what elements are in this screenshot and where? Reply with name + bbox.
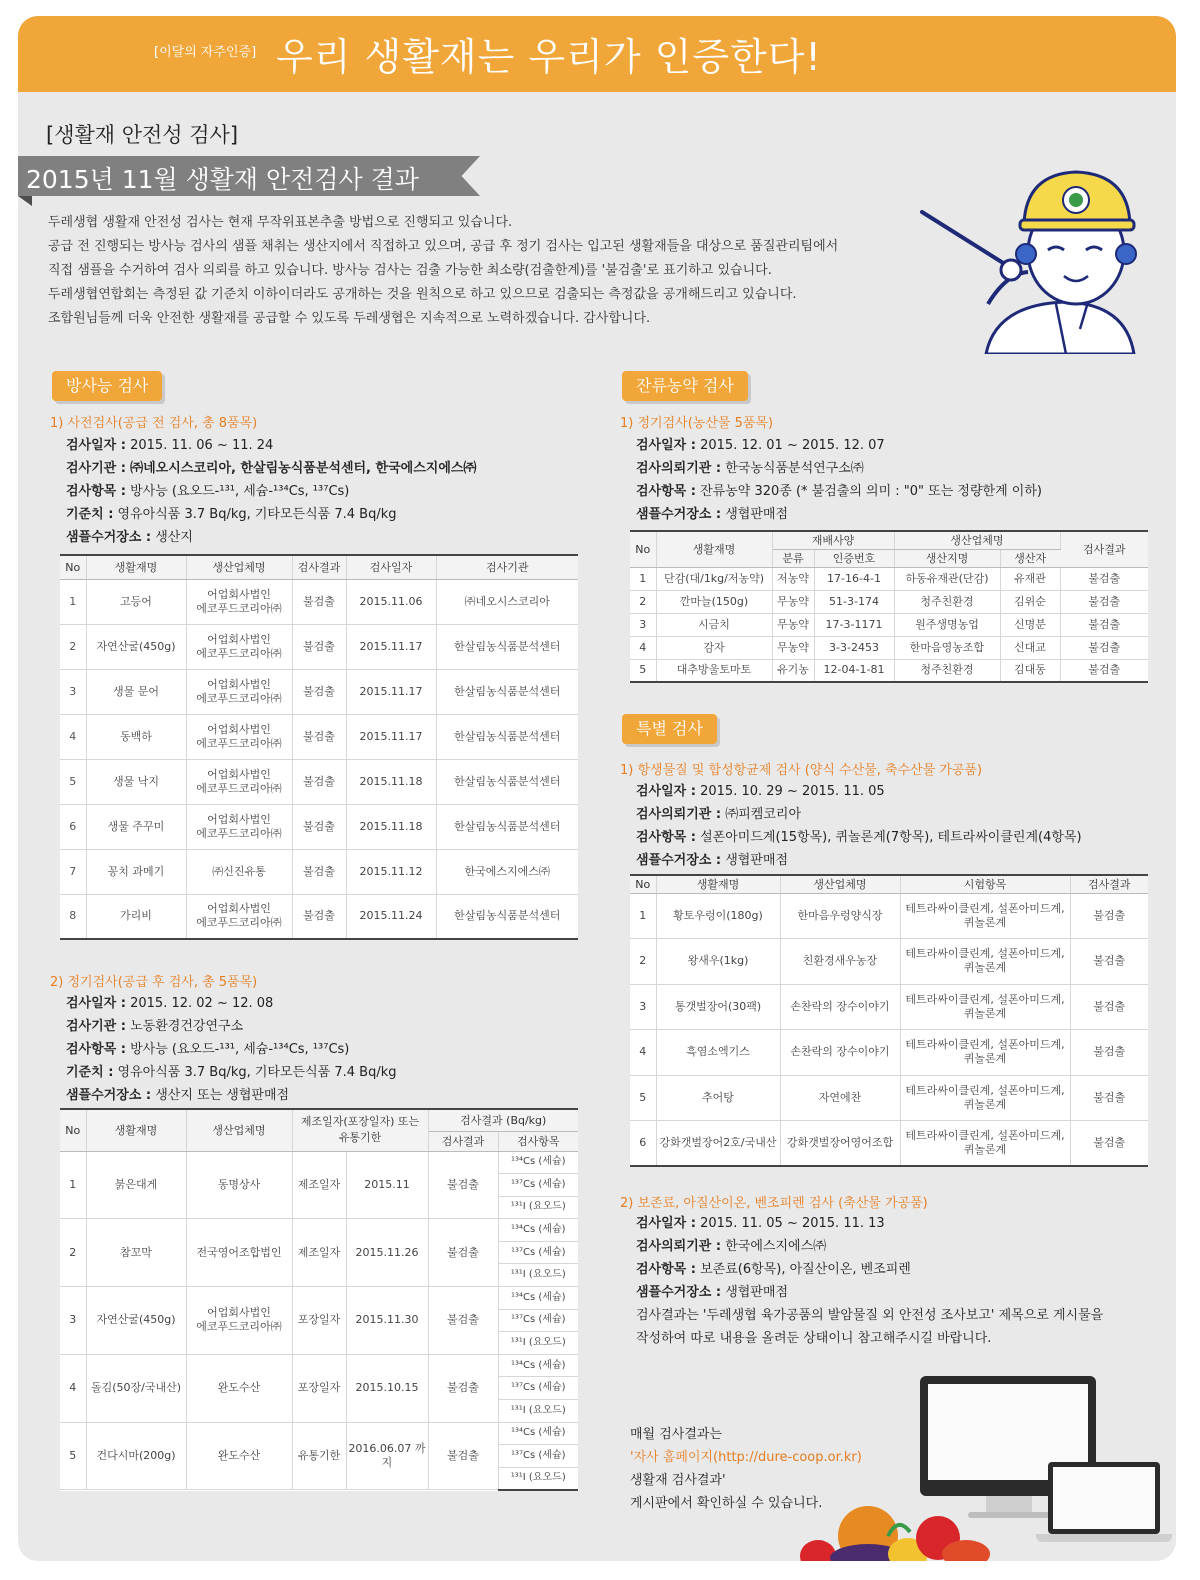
info-label: 샘플수거장소 : — [636, 507, 722, 522]
homepage-link[interactable]: '자사 홈페이지(http://dure-coop.or.kr) — [630, 1450, 862, 1465]
table-cell: 무농약 — [772, 636, 814, 659]
table-cell: 불검출 — [1060, 659, 1148, 682]
table-cell: 한살림농식품분석센터 — [436, 759, 578, 804]
table-row — [60, 1287, 578, 1310]
table-cell: 무농약 — [772, 590, 814, 613]
table-cell: 포장일자 — [292, 1354, 346, 1422]
table-cell: 흑염소엑기스 — [656, 1030, 780, 1076]
table-cell: 한마음영농조합 — [894, 636, 1000, 659]
info-value: 방사능 (요오드-¹³¹, 세슘-¹³⁴Cs, ¹³⁷Cs) — [130, 484, 350, 499]
table-cell: 손찬락의 장수이야기 — [780, 1030, 900, 1076]
table-cell: 생물 낙지 — [86, 759, 186, 804]
table-cell: 어업회사법인 에코푸드코리아㈜ — [186, 1287, 292, 1355]
table-cell: 강화갯벌장어2호/국내산 — [656, 1121, 780, 1167]
table-cell: 감자 — [656, 636, 772, 659]
info-value: 보존료(6항목), 아질산이온, 벤조피렌 — [700, 1262, 911, 1277]
info-label: 샘플수거장소 : — [636, 1285, 722, 1300]
table-cell: 어업회사법인 에코푸드코리아㈜ — [186, 804, 292, 849]
info-value: 생산지 또는 생협판매점 — [155, 1088, 290, 1103]
test-item-cell: ¹³⁷Cs (세슘) — [498, 1445, 578, 1468]
pesticide-info — [636, 434, 1042, 526]
table-cell: 대추방울토마토 — [656, 659, 772, 682]
radiation-regular-heading: 2) 정기검사(공급 후 검사, 총 5품목) — [50, 975, 258, 990]
table-cell: 자연산굴(450g) — [86, 624, 186, 669]
section-label: [생활재 안전성 검사] — [46, 123, 239, 147]
column-header: 생산업체명 — [894, 531, 1060, 549]
table-cell: 한마음우렁양식장 — [780, 893, 900, 939]
info-value: 2015. 11. 06 ~ 11. 24 — [130, 438, 274, 453]
header-title: 우리 생활재는 우리가 인증한다! — [276, 35, 822, 79]
column-header: 생활재명 — [86, 555, 186, 579]
table-cell: 불검출 — [292, 624, 346, 669]
column-header: 시험항목 — [900, 875, 1070, 893]
table-row — [630, 659, 1148, 682]
table-cell: 자연산굴(450g) — [86, 1287, 186, 1355]
column-header: 생산지명 — [894, 549, 1000, 567]
table-cell: 참꼬막 — [86, 1219, 186, 1287]
homepage-note-line: 매월 검사결과는 — [630, 1427, 723, 1442]
table-cell: 5 — [630, 659, 656, 682]
table-cell: 청주친환경 — [894, 659, 1000, 682]
radiation-regular-info — [66, 992, 397, 1107]
table-cell: 한살림농식품분석센터 — [436, 894, 578, 939]
column-header: 생활재명 — [656, 875, 780, 893]
info-label: 검사항목 : — [636, 484, 696, 499]
table-cell: ㈜신진유통 — [186, 849, 292, 894]
test-item-cell: 테트라싸이클린계, 설폰아미드계, 퀴놀론계 — [900, 1030, 1070, 1076]
table-cell: 불검출 — [1070, 1121, 1148, 1167]
table-cell: 2015.11.30 — [346, 1287, 428, 1355]
test-item-cell: ¹³¹I (요오드) — [498, 1332, 578, 1355]
column-header: 검사항목 — [498, 1131, 578, 1151]
column-header: No — [630, 875, 656, 893]
radiation-pre-heading: 1) 사전검사(공급 전 검사, 총 8품목) — [50, 416, 258, 431]
table-cell: 불검출 — [292, 714, 346, 759]
intro-line: 두레생협연합회는 측정된 값 기준치 이하이더라도 공개하는 것을 원칙으로 하고 있으므로 검출되는 측정값을 공개해드리고 있습니다. — [48, 287, 797, 302]
table-cell: 12-04-1-81 — [814, 659, 894, 682]
table-cell: 어업회사법인 에코푸드코리아㈜ — [186, 669, 292, 714]
test-item-cell: ¹³⁴Cs (세슘) — [498, 1422, 578, 1445]
table-cell: 하동유재관(단감) — [894, 567, 1000, 590]
table-cell: 2 — [630, 590, 656, 613]
table-cell: 2 — [630, 939, 656, 985]
laptop-base — [1036, 1534, 1172, 1542]
info-label: 검사의뢰기관 : — [636, 807, 722, 822]
table-row — [630, 893, 1148, 939]
column-header: 제조일자(포장일자) 또는 유통기한 — [292, 1109, 428, 1151]
table-cell: 4 — [630, 1030, 656, 1076]
info-label: 샘플수거장소 : — [66, 530, 152, 545]
special-pill: 특별 검사 — [622, 714, 717, 744]
table-cell: 17-16-4-1 — [814, 567, 894, 590]
info-label: 검사항목 : — [66, 484, 126, 499]
table-cell: 무농약 — [772, 613, 814, 636]
test-item-cell: ¹³¹I (요오드) — [498, 1264, 578, 1287]
table-cell: 유통기한 — [292, 1422, 346, 1490]
table-cell: 3-3-2453 — [814, 636, 894, 659]
table-cell: 동백하 — [86, 714, 186, 759]
table-cell: 불검출 — [1060, 636, 1148, 659]
table-cell: 2 — [60, 624, 86, 669]
table-cell: 손찬락의 장수이야기 — [780, 984, 900, 1030]
intro-text — [48, 211, 968, 331]
test-item-cell: 테트라싸이클린계, 설폰아미드계, 퀴놀론계 — [900, 1075, 1070, 1121]
table-cell: 3 — [630, 984, 656, 1030]
table-cell: 3 — [630, 613, 656, 636]
table-row — [60, 894, 578, 939]
test-item-cell: 테트라싸이클린계, 설폰아미드계, 퀴놀론계 — [900, 984, 1070, 1030]
table-cell: 불검출 — [1070, 939, 1148, 985]
intro-line: 공급 전 진행되는 방사능 검사의 샘플 채취는 생산지에서 직접하고 있으며, 공급 후 정기 검사는 입고된 생활재들을 대상으로 품질관리팀에서 — [48, 239, 839, 254]
radiation-pill: 방사능 검사 — [52, 371, 162, 401]
table-cell: 불검출 — [428, 1219, 498, 1287]
info-value: 잔류농약 320종 (* 불검출의 의미 : "0" 또는 정량한계 이하) — [700, 484, 1042, 499]
info-label: 검사항목 : — [636, 1262, 696, 1277]
table-row — [60, 804, 578, 849]
table-cell: 제조일자 — [292, 1151, 346, 1219]
info-value: 2015. 12. 01 ~ 2015. 12. 07 — [700, 438, 885, 453]
test-item-cell: ¹³⁴Cs (세슘) — [498, 1151, 578, 1174]
table-cell: 1 — [630, 893, 656, 939]
mascot-illustration — [916, 154, 1156, 354]
table-cell: ㈜네오시스코리아 — [436, 579, 578, 624]
info-value: 2015. 12. 02 ~ 12. 08 — [130, 996, 274, 1011]
column-header: No — [60, 555, 86, 579]
table-row — [630, 1121, 1148, 1167]
table-cell: 불검출 — [292, 669, 346, 714]
table-cell: 4 — [60, 1354, 86, 1422]
table-cell: 3 — [60, 669, 86, 714]
table-cell: 생물 문어 — [86, 669, 186, 714]
table-cell: 불검출 — [1060, 590, 1148, 613]
table-row — [60, 759, 578, 804]
antibiotic-info — [636, 780, 1082, 872]
table-cell: 생물 주꾸미 — [86, 804, 186, 849]
table-cell: 3 — [60, 1287, 86, 1355]
table-cell: 깐마늘(150g) — [656, 590, 772, 613]
table-cell: 5 — [60, 1422, 86, 1490]
table-cell: 제조일자 — [292, 1219, 346, 1287]
table-cell: 불검출 — [1060, 613, 1148, 636]
table-cell: 한살림농식품분석센터 — [436, 804, 578, 849]
column-header: 검사결과 — [428, 1131, 498, 1151]
table-cell: 5 — [630, 1075, 656, 1121]
table-cell: 강화갯벌장어영어조합 — [780, 1121, 900, 1167]
table-cell: 가리비 — [86, 894, 186, 939]
info-label: 검사기관 : — [66, 461, 126, 476]
table-row — [60, 1151, 578, 1174]
info-label: 검사항목 : — [636, 830, 696, 845]
table-cell: 추어탕 — [656, 1075, 780, 1121]
table-cell: 불검출 — [428, 1422, 498, 1490]
test-item-cell: 테트라싸이클린계, 설폰아미드계, 퀴놀론계 — [900, 893, 1070, 939]
info-value: 2015. 10. 29 ~ 2015. 11. 05 — [700, 784, 885, 799]
radiation-regular-table — [60, 1108, 578, 1491]
table-cell: 17-3-1171 — [814, 613, 894, 636]
table-cell: 김위순 — [1000, 590, 1060, 613]
table-cell: 한국에스지에스㈜ — [436, 849, 578, 894]
table-row — [60, 714, 578, 759]
test-item-cell: 테트라싸이클린계, 설폰아미드계, 퀴놀론계 — [900, 939, 1070, 985]
column-header: No — [630, 531, 656, 567]
table-cell: 청주친환경 — [894, 590, 1000, 613]
table-cell: 시금치 — [656, 613, 772, 636]
test-item-cell: ¹³⁷Cs (세슘) — [498, 1309, 578, 1332]
table-cell: 어업회사법인 에코푸드코리아㈜ — [186, 714, 292, 759]
page-frame — [18, 16, 1176, 1561]
test-item-cell: ¹³⁴Cs (세슘) — [498, 1287, 578, 1310]
column-header: 생산업체명 — [186, 555, 292, 579]
table-cell: 돌김(50장/국내산) — [86, 1354, 186, 1422]
info-label: 검사의뢰기관 : — [636, 1239, 722, 1254]
homepage-note-line: 생활재 검사결과' — [630, 1473, 726, 1488]
info-label: 검사일자 : — [636, 1216, 696, 1231]
info-value: ㈜피켐코리아 — [725, 807, 802, 822]
info-label: 샘플수거장소 : — [636, 853, 722, 868]
table-cell: 꽁치 과메기 — [86, 849, 186, 894]
antibiotic-heading: 1) 항생물질 및 합성항균제 검사 (양식 수산물, 축수산물 가공품) — [620, 763, 983, 778]
intro-line: 직접 샘플을 수거하여 검사 의뢰를 하고 있습니다. 방사능 검사는 검출 가능한 최소량(검출한계)를 '불검출'로 표기하고 있습니다. — [48, 263, 772, 278]
info-value: 한국에스지에스㈜ — [725, 1239, 827, 1254]
vegetables-illustration — [798, 1476, 1018, 1561]
table-row — [630, 939, 1148, 985]
table-cell: 51-3-174 — [814, 590, 894, 613]
table-cell: 1 — [60, 579, 86, 624]
column-header: 검사결과 (Bq/kg) — [428, 1109, 578, 1131]
table-cell: 불검출 — [292, 804, 346, 849]
column-header: 생산업체명 — [186, 1109, 292, 1151]
antibiotic-table — [630, 874, 1148, 1167]
table-cell: 신대교 — [1000, 636, 1060, 659]
table-cell: 불검출 — [292, 894, 346, 939]
table-cell: 고등어 — [86, 579, 186, 624]
info-value: 노동환경건강연구소 — [130, 1019, 244, 1034]
test-item-cell: ¹³¹I (요오드) — [498, 1467, 578, 1490]
table-row — [60, 1422, 578, 1445]
table-cell: 신명분 — [1000, 613, 1060, 636]
table-cell: 불검출 — [1060, 567, 1148, 590]
homepage-note-line: 게시판에서 확인하실 수 있습니다. — [630, 1496, 823, 1511]
table-cell: 왕새우(1kg) — [656, 939, 780, 985]
test-item-cell: ¹³¹I (요오드) — [498, 1196, 578, 1219]
table-cell: 어업회사법인 에코푸드코리아㈜ — [186, 894, 292, 939]
info-label: 검사기관 : — [66, 1019, 126, 1034]
table-cell: 1 — [630, 567, 656, 590]
info-label: 검사의뢰기관 : — [636, 461, 722, 476]
column-header: 생활재명 — [86, 1109, 186, 1151]
table-cell: 2015.11.17 — [346, 714, 436, 759]
table-cell: 친환경새우농장 — [780, 939, 900, 985]
test-item-cell: ¹³⁷Cs (세슘) — [498, 1241, 578, 1264]
test-item-cell: ¹³⁴Cs (세슘) — [498, 1354, 578, 1377]
table-cell: 황토우렁이(180g) — [656, 893, 780, 939]
table-cell: 완도수산 — [186, 1422, 292, 1490]
table-row — [60, 1354, 578, 1377]
info-value: 생산지 — [155, 530, 193, 545]
table-cell: 7 — [60, 849, 86, 894]
info-value: 2015. 11. 05 ~ 2015. 11. 13 — [700, 1216, 885, 1231]
info-value: ㈜네오시스코리아, 한살림농식품분석센터, 한국에스지에스㈜ — [130, 461, 477, 476]
table-cell: 2 — [60, 1219, 86, 1287]
test-item-cell: 테트라싸이클린계, 설폰아미드계, 퀴놀론계 — [900, 1121, 1070, 1167]
column-header: 생산자 — [1000, 549, 1060, 567]
table-cell: 1 — [60, 1151, 86, 1219]
table-cell: 완도수산 — [186, 1354, 292, 1422]
pesticide-heading: 1) 정기검사(농산물 5품목) — [620, 416, 774, 431]
info-label: 검사일자 : — [636, 784, 696, 799]
info-value: 영유아식품 3.7 Bq/kg, 기타모든식품 7.4 Bq/kg — [117, 1065, 397, 1080]
table-cell: 자연에찬 — [780, 1075, 900, 1121]
test-item-cell: ¹³⁷Cs (세슘) — [498, 1174, 578, 1197]
table-cell: 불검출 — [1070, 1030, 1148, 1076]
table-cell: 2015.11.17 — [346, 669, 436, 714]
month-title: 2015년 11월 생활재 안전검사 결과 — [26, 165, 419, 194]
info-label: 검사일자 : — [66, 996, 126, 1011]
intro-line: 두레생협 생활재 안전성 검사는 현재 무작위표본추출 방법으로 진행되고 있습니다. — [48, 215, 513, 230]
preservative-info — [636, 1212, 1103, 1350]
info-label: 기준치 : — [66, 507, 114, 522]
table-cell: 2015.11.12 — [346, 849, 436, 894]
table-row — [60, 1219, 578, 1242]
table-cell: 포장일자 — [292, 1287, 346, 1355]
info-label: 검사일자 : — [636, 438, 696, 453]
column-header: 생산업체명 — [780, 875, 900, 893]
table-cell: 불검출 — [292, 759, 346, 804]
column-header: 검사결과 — [1070, 875, 1148, 893]
test-item-cell: ¹³¹I (요오드) — [498, 1400, 578, 1423]
info-value: 생협판매점 — [725, 853, 789, 868]
table-cell: 단감(대/1kg/저농약) — [656, 567, 772, 590]
laptop-screen — [1053, 1467, 1155, 1529]
table-cell: 전국영어조합법인 — [186, 1219, 292, 1287]
table-cell: 어업회사법인 에코푸드코리아㈜ — [186, 624, 292, 669]
table-cell: 동명상사 — [186, 1151, 292, 1219]
table-cell: 통갯벌장어(30팩) — [656, 984, 780, 1030]
table-cell: 2015.11.24 — [346, 894, 436, 939]
table-row — [630, 636, 1148, 659]
pesticide-table — [630, 530, 1148, 683]
table-cell: 불검출 — [292, 579, 346, 624]
table-cell: 2015.11.06 — [346, 579, 436, 624]
info-value: 영유아식품 3.7 Bq/kg, 기타모든식품 7.4 Bq/kg — [117, 507, 397, 522]
header-banner — [18, 16, 1176, 92]
table-cell: 어업회사법인 에코푸드코리아㈜ — [186, 579, 292, 624]
info-label: 검사일자 : — [66, 438, 126, 453]
test-item-cell: ¹³⁴Cs (세슘) — [498, 1219, 578, 1242]
month-banner-fold — [18, 196, 32, 206]
column-header: 검사일자 — [346, 555, 436, 579]
table-row — [630, 590, 1148, 613]
info-value: 생협판매점 — [725, 1285, 789, 1300]
info-value: 한국농식품분석연구소㈜ — [725, 461, 864, 476]
info-value: 생협판매점 — [725, 507, 789, 522]
table-row — [630, 567, 1148, 590]
info-value: 방사능 (요오드-¹³¹, 세슘-¹³⁴Cs, ¹³⁷Cs) — [130, 1042, 350, 1057]
column-header: 검사기관 — [436, 555, 578, 579]
table-cell: 4 — [630, 636, 656, 659]
table-cell: 한살림농식품분석센터 — [436, 624, 578, 669]
column-header: 인증번호 — [814, 549, 894, 567]
table-cell: 붉은대게 — [86, 1151, 186, 1219]
table-cell: 불검출 — [428, 1354, 498, 1422]
info-label: 기준치 : — [66, 1065, 114, 1080]
table-row — [630, 1030, 1148, 1076]
table-cell: 2015.11 — [346, 1151, 428, 1219]
table-row — [60, 579, 578, 624]
table-row — [630, 984, 1148, 1030]
table-cell: 불검출 — [1070, 893, 1148, 939]
intro-line: 조합원님들께 더욱 안전한 생활재를 공급할 수 있도록 두레생협은 지속적으로 노력하겠습니다. 감사합니다. — [48, 311, 651, 326]
table-cell: 저농약 — [772, 567, 814, 590]
table-row — [60, 849, 578, 894]
radiation-pre-table — [60, 554, 578, 940]
table-cell: 유기농 — [772, 659, 814, 682]
table-cell: 2015.11.26 — [346, 1219, 428, 1287]
table-cell: 원주생명농업 — [894, 613, 1000, 636]
test-item-cell: ¹³⁷Cs (세슘) — [498, 1377, 578, 1400]
preservative-note: 검사결과는 '두레생협 육가공품의 발암물질 외 안전성 조사보고' 제목으로 게시물을 — [636, 1308, 1104, 1323]
table-row — [630, 1075, 1148, 1121]
column-header: 생활재명 — [656, 531, 772, 567]
column-header: 검사결과 — [292, 555, 346, 579]
table-cell: 6 — [60, 804, 86, 849]
table-cell: 불검출 — [428, 1151, 498, 1219]
table-cell: 2015.11.18 — [346, 804, 436, 849]
table-cell: 유재관 — [1000, 567, 1060, 590]
laptop-illustration — [1048, 1462, 1160, 1534]
table-cell: 불검출 — [1070, 984, 1148, 1030]
table-cell: 불검출 — [1070, 1075, 1148, 1121]
table-row — [630, 613, 1148, 636]
radiation-pre-info — [66, 434, 476, 549]
table-cell: 5 — [60, 759, 86, 804]
table-cell: 어업회사법인 에코푸드코리아㈜ — [186, 759, 292, 804]
table-cell: 김대동 — [1000, 659, 1060, 682]
table-cell: 6 — [630, 1121, 656, 1167]
table-cell: 2015.11.18 — [346, 759, 436, 804]
info-label: 샘플수거장소 : — [66, 1088, 152, 1103]
preservative-note: 작성하여 따로 내용을 올려둔 상태이니 참고해주시길 바랍니다. — [636, 1331, 992, 1346]
info-label: 검사항목 : — [66, 1042, 126, 1057]
table-row — [60, 669, 578, 714]
table-cell: 2016.06.07 까지 — [346, 1422, 428, 1490]
table-cell: 2015.11.17 — [346, 624, 436, 669]
table-cell: 건다시마(200g) — [86, 1422, 186, 1490]
header-tag: [이달의 자주인증] — [154, 45, 257, 60]
pesticide-pill: 잔류농약 검사 — [622, 371, 748, 401]
table-row — [60, 624, 578, 669]
column-header: 분류 — [772, 549, 814, 567]
column-header: 재배사양 — [772, 531, 894, 549]
column-header: 검사결과 — [1060, 531, 1148, 567]
table-cell: 4 — [60, 714, 86, 759]
table-cell: 8 — [60, 894, 86, 939]
table-cell: 불검출 — [292, 849, 346, 894]
table-cell: 2015.10.15 — [346, 1354, 428, 1422]
table-cell: 불검출 — [428, 1287, 498, 1355]
table-cell: 한살림농식품분석센터 — [436, 714, 578, 759]
table-cell: 한살림농식품분석센터 — [436, 669, 578, 714]
column-header: No — [60, 1109, 86, 1151]
info-value: 설폰아미드계(15항목), 퀴놀론계(7항목), 테트라싸이클린계(4항목) — [700, 830, 1082, 845]
preservative-heading: 2) 보존료, 아질산이온, 벤조피렌 검사 (축산물 가공품) — [620, 1196, 928, 1211]
